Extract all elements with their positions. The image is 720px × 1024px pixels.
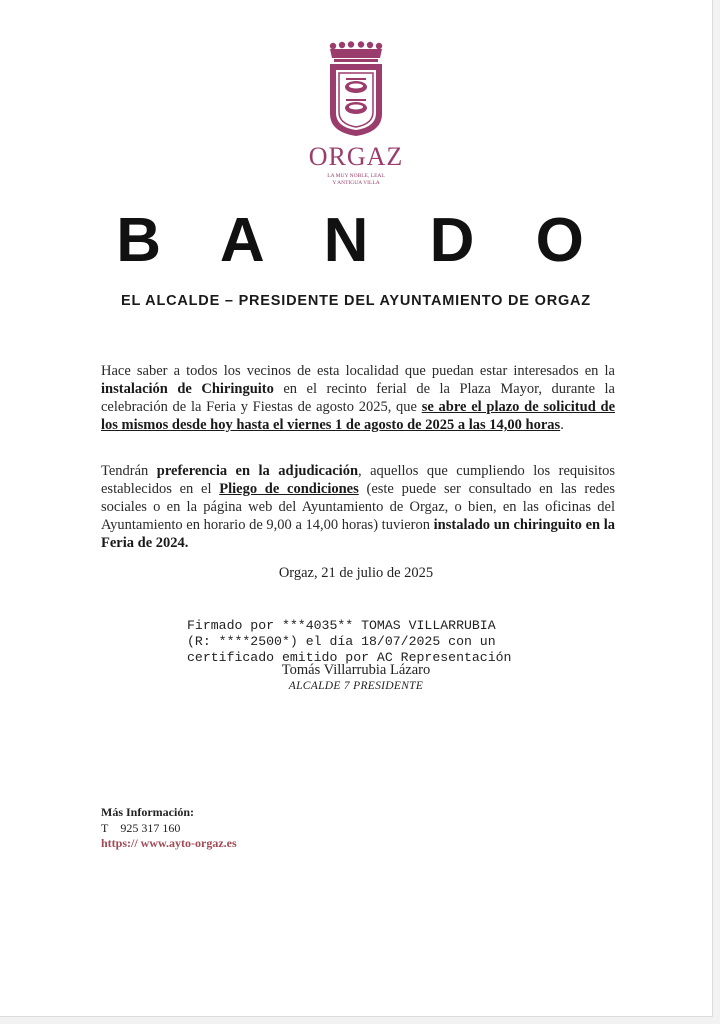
- text-run: en el recinto ferial de la Plaza Mayor, durante la celebración de la Feria y Fiestas de agosto 2025, que: [101, 381, 615, 415]
- signature-line-3: certificado emitido por AC Representación: [187, 650, 512, 665]
- bold-run: instalado un chiringuito en la Feria de 2024.: [101, 517, 615, 551]
- signature-line-1: Firmado por ***4035** TOMAS VILLARRUBIA: [187, 618, 496, 633]
- contact-title: Más Información:: [101, 805, 194, 819]
- text-run: Tendrán: [101, 463, 157, 479]
- signer-name: Tomás Villarrubia Lázaro: [281, 662, 431, 678]
- signature-line-2: (R: ****2500*) el día 18/07/2025 con un: [187, 634, 496, 649]
- text-run: , aquellos que cumpliendo los requisitos establecidos en el: [101, 463, 615, 497]
- logo-motto: [316, 173, 396, 187]
- phone-label: T: [101, 820, 109, 835]
- document-subtitle: EL ALCALDE – PRESIDENTE DEL AYUNTAMIENTO DE ORGAZ: [121, 293, 591, 309]
- document-title: B A N D O: [116, 206, 606, 275]
- phone-number: 925 317 160: [120, 820, 181, 835]
- logo-motto-line-1: LA MUY NOBLE, LEAL: [327, 173, 385, 179]
- bold-run: instalación de Chiringuito: [101, 381, 274, 397]
- contact-phone: [101, 821, 237, 837]
- paragraph-announcement: [101, 362, 615, 434]
- document-date: Orgaz, 21 de julio de 2025: [278, 565, 434, 581]
- contact-info: [101, 805, 237, 852]
- digital-signature: [187, 618, 587, 666]
- website-link[interactable]: https:// www.ayto-orgaz.es: [101, 836, 237, 850]
- coat-of-arms-icon: [326, 40, 386, 138]
- text-run: .: [560, 417, 564, 433]
- pliego-highlight: Pliego de condiciones: [219, 481, 359, 497]
- text-run: (este puede ser consultado en las redes sociales o en la página web del Ayuntamiento de Orgaz, o bien, en las oficinas del Ayuntamiento en horario de 9,00 a 14,00 horas) tuvieron: [101, 481, 615, 533]
- bold-run: preferencia en la adjudicación: [156, 463, 359, 479]
- orgaz-logo: [296, 40, 416, 200]
- deadline-highlight: se abre el plazo de solicitud de los mismos desde hoy hasta el viernes 1 de agosto de 2025 a las 14,00 horas: [101, 399, 616, 433]
- signer-role: ALCALDE 7 PRESIDENTE: [288, 680, 424, 692]
- text-run: Hace saber a todos los vecinos de esta localidad que puedan estar interesados en la: [101, 363, 615, 379]
- paragraph-preference: [101, 462, 615, 552]
- logo-name: ORGAZ: [308, 142, 404, 171]
- logo-motto-line-2: Y ANTIGUA VILLA: [332, 180, 380, 186]
